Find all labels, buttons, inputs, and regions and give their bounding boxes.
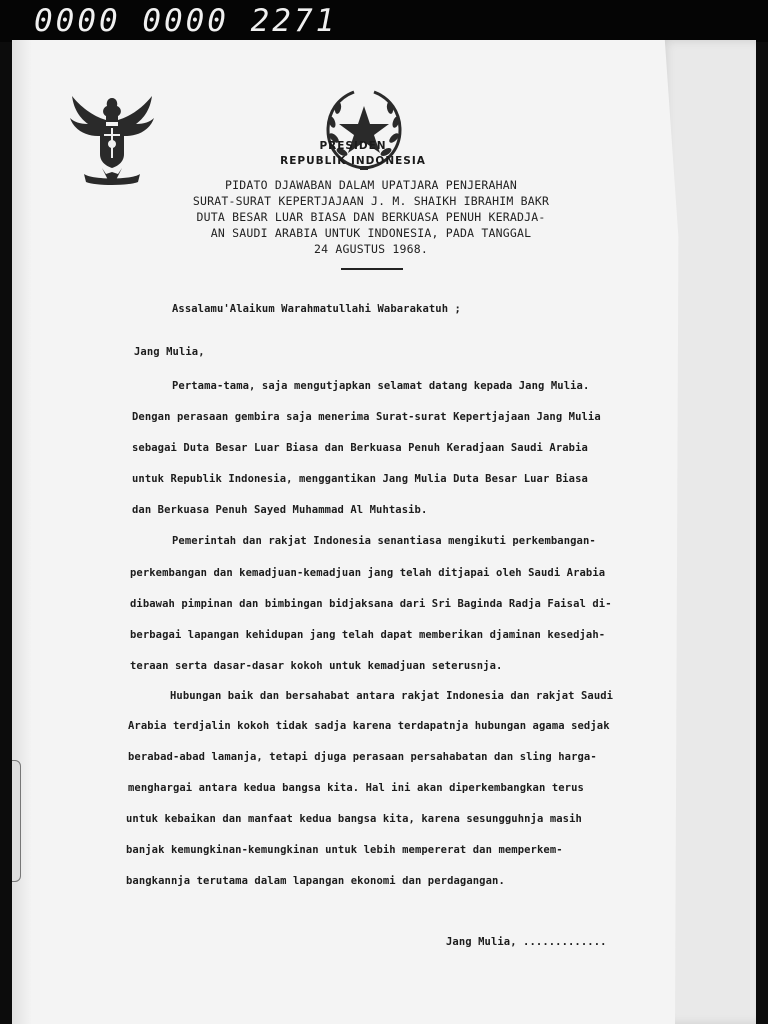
greeting: Assalamu'Alaikum Warahmatullahi Wabarakatuh ; bbox=[172, 303, 461, 315]
title-line: AN SAUDI ARABIA UNTUK INDONESIA, PADA TANGGAL bbox=[210, 226, 532, 240]
body-line: perkembangan dan kemadjuan-kemadjuan jang telah ditjapai oleh Saudi Arabia bbox=[130, 567, 606, 579]
body-line: dan Berkuasa Penuh Sayed Muhammad Al Muhtasib. bbox=[132, 504, 428, 516]
body-line: teraan serta dasar-dasar kokoh untuk kemadjuan seterusnja. bbox=[130, 660, 503, 672]
body-line: dibawah pimpinan dan bimbingan bidjaksana dari Sri Baginda Radja Faisal di- bbox=[130, 598, 612, 610]
film-frame-bar bbox=[0, 0, 768, 42]
body-line: sebagai Duta Besar Luar Biasa dan Berkuasa Penuh Keradjaan Saudi Arabia bbox=[132, 442, 588, 454]
title-line: SURAT-SURAT KEPERTJAJAAN J. M. SHAIKH IBRAHIM BAKR bbox=[192, 194, 550, 208]
body-line: berabad-abad lamanja, tetapi djuga perasaan persahabatan dan sling harga- bbox=[128, 751, 597, 763]
body-line: Pemerintah dan rakjat Indonesia senantiasa mengikuti perkembangan- bbox=[172, 535, 596, 547]
body-line: berbagai lapangan kehidupan jang telah dapat memberikan djaminan kesedjah- bbox=[130, 629, 606, 641]
title-divider bbox=[341, 268, 403, 270]
garuda-emblem-icon bbox=[62, 88, 162, 188]
body-line: untuk Republik Indonesia, menggantikan Jang Mulia Duta Besar Luar Biasa bbox=[132, 473, 588, 485]
salutation: Jang Mulia, bbox=[134, 346, 205, 358]
body-line: Pertama-tama, saja mengutjapkan selamat datang kepada Jang Mulia. bbox=[172, 380, 590, 392]
letterhead-line-1: PRESIDEN bbox=[319, 140, 387, 152]
body-line: Dengan perasaan gembira saja menerima Surat-surat Kepertjajaan Jang Mulia bbox=[132, 411, 601, 423]
body-line: Hubungan baik dan bersahabat antara rakjat Indonesia dan rakjat Saudi bbox=[170, 690, 614, 702]
body-line: banjak kemungkinan-kemungkinan untuk lebih mempererat dan memperkem- bbox=[126, 844, 563, 856]
body-line: untuk kebaikan dan manfaat kedua bangsa kita, karena sesungguhnja masih bbox=[126, 813, 582, 825]
closing-salutation: Jang Mulia, ............. bbox=[446, 936, 607, 948]
title-line: PIDATO DJAWABAN DALAM UPATJARA PENJERAHAN bbox=[224, 178, 518, 192]
body-line: bangkannja terutama dalam lapangan ekonomi dan perdagangan. bbox=[126, 875, 505, 887]
body-line: menghargai antara kedua bangsa kita. Hal ini akan diperkembangkan terus bbox=[128, 782, 584, 794]
letterhead-line-2: REPUBLIK INDONESIA bbox=[280, 155, 426, 167]
title-line: 24 AGUSTUS 1968. bbox=[314, 242, 428, 256]
body-line: Arabia terdjalin kokoh tidak sadja karena terdapatnja hubungan agama sedjak bbox=[128, 720, 610, 732]
paper-clip bbox=[12, 760, 21, 882]
title-line: DUTA BESAR LUAR BIASA DAN BERKUASA PENUH KERADJA- bbox=[196, 210, 546, 224]
frame-number: 0000 0000 2271 bbox=[34, 3, 338, 39]
